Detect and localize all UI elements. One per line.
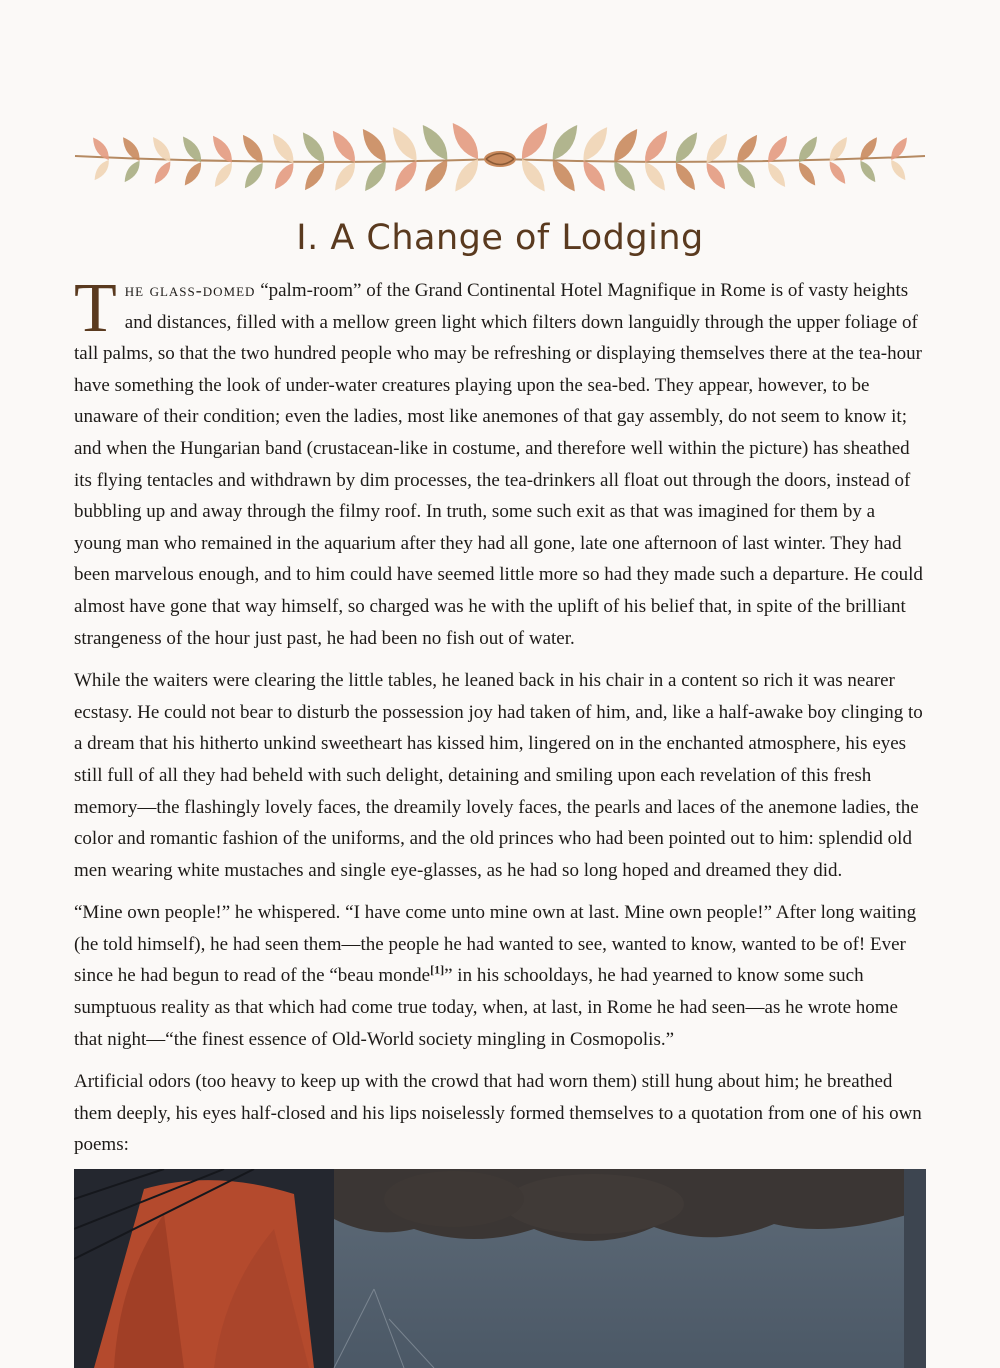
- leaf-icon: [89, 135, 113, 163]
- leaf-icon: [671, 159, 700, 193]
- leaf-icon: [578, 123, 613, 165]
- painting-illustration: [74, 1169, 926, 1368]
- leaf-icon: [387, 123, 422, 165]
- leaf-icon: [609, 125, 643, 166]
- drop-cap: T: [74, 270, 117, 347]
- chapter-title: I. A Change of Lodging: [296, 218, 704, 258]
- leaf-icon: [764, 160, 789, 190]
- leaf-icon: [181, 159, 205, 188]
- footnote-reference-link[interactable]: [1]: [430, 963, 445, 978]
- chapter-body: [74, 270, 926, 1172]
- leaf-icon: [327, 127, 360, 166]
- leaf-icon: [547, 156, 580, 195]
- leaf-icon: [270, 160, 298, 193]
- leaf-icon: [547, 121, 584, 164]
- leaf-icon: [390, 157, 422, 195]
- leaf-icon: [420, 156, 453, 195]
- leaf-icon: [357, 125, 391, 166]
- leaf-icon: [330, 159, 360, 194]
- leaf-icon: [578, 157, 610, 195]
- paragraph-3: [74, 897, 926, 1055]
- opening-small-caps: he glass-domed: [124, 280, 256, 300]
- paragraph-1: [74, 270, 926, 654]
- leaf-icon: [151, 159, 174, 187]
- leaf-icon: [702, 160, 730, 193]
- knot-icon: [484, 151, 516, 167]
- paragraph-1-text: “palm-room” of the Grand Continental Hotel Magnifique in Rome is of vasty heights and distances, filled with a mellow green light which filters down languidly through the upper foliage of tall palms, so that the two hundred people who may be refreshing or displaying themselves there at the tea-hour have something the look of under-water creatures playing upon the sea-bed. They appear, however, to be unaware of their condition; even the ladies, most like anemones of that gay assembly, do not seem to know it; and when the Hungarian band (crustacean-like in costume, and therefore well within the picture) has sheathed its flying tentacles and withdrawn by dim processes, the tea-drinkers all float out through the doors, instead of bubbling up and away through the filmy roof. In truth, some such exit as that was imagined for them by a young man who remained in the aquarium after they had all gone, late one afternoon of last winter. They had been marvelous enough, and to him could have seemed little more so had they made such a departure. He could almost have gone that way himself, so charged was he with the uplift of his belief that, in spite of the brilliant strangeness of the hour just past, he had been no fish out of water.: [74, 280, 923, 649]
- right-branch: [500, 119, 925, 196]
- leaf-icon: [671, 129, 703, 167]
- leaf-icon: [640, 127, 673, 166]
- leaf-icon: [888, 157, 909, 182]
- leaf-icon: [446, 119, 484, 164]
- leaf-icon: [795, 159, 819, 188]
- left-branch: [75, 119, 500, 196]
- laurel-leaves-ornament: [70, 96, 930, 226]
- leaf-icon: [298, 129, 330, 167]
- leaf-icon: [733, 160, 760, 191]
- leaf-icon: [300, 159, 329, 193]
- leaf-icon: [826, 159, 849, 187]
- leaf-icon: [91, 157, 112, 182]
- leaf-icon: [609, 158, 640, 195]
- leaf-icon: [417, 121, 454, 164]
- leaf-icon: [857, 158, 879, 184]
- paragraph-4: Artificial odors (too heavy to keep up with the crowd that had worn them) still hung about him; he breathed them deeply, his eyes half-closed and his lips noiselessly formed themselves to a quotation from one of his own poems:: [74, 1071, 922, 1156]
- leaf-icon: [640, 159, 670, 194]
- paragraph-2: While the waiters were clearing the little tables, he leaned back in his chair in a content so rich it was nearer ecstasy. He could not bear to disturb the possession joy had taken of him, and, like a half-awake boy clinging to a dream that his hitherto unkind sweetheart has kissed him, lingered on in the enchanted atmosphere, his eyes still full of all they had beheld with such delight, detaining and smiling upon each revelation of this fresh memory—the flashingly lovely faces, the dreamily lovely faces, the pearls and laces of the anemone ladies, the color and romantic fashion of the uniforms, and the old princes who had been pointed out to him: splendid old men wearing white mustaches and single eye-glasses, as he had so long hoped and dreamed they did.: [74, 670, 923, 881]
- leaf-icon: [360, 158, 391, 195]
- leaf-icon: [516, 119, 554, 164]
- leaf-icon: [887, 135, 911, 163]
- leaf-icon: [121, 158, 143, 184]
- leaf-icon: [211, 160, 236, 190]
- paragraph-3-text-a: “Mine own people!” he whispered. “I have come unto mine own at last. Mine own people!” After long waiting (he told himself), he had seen them—the people he had wanted to see, wanted to know, wanted to be of! Ever since he had begun to read of the “beau monde: [74, 902, 917, 987]
- leaf-icon: [240, 160, 267, 191]
- paragraph-3-text-b: ” in his schooldays, he had yearned to know some such sumptuous reality as that which had come true today, when, at last, in Rome he had seen—as he wrote home that night—“the finest essence of Old-World society mingling in Cosmopolis.”: [74, 965, 898, 1050]
